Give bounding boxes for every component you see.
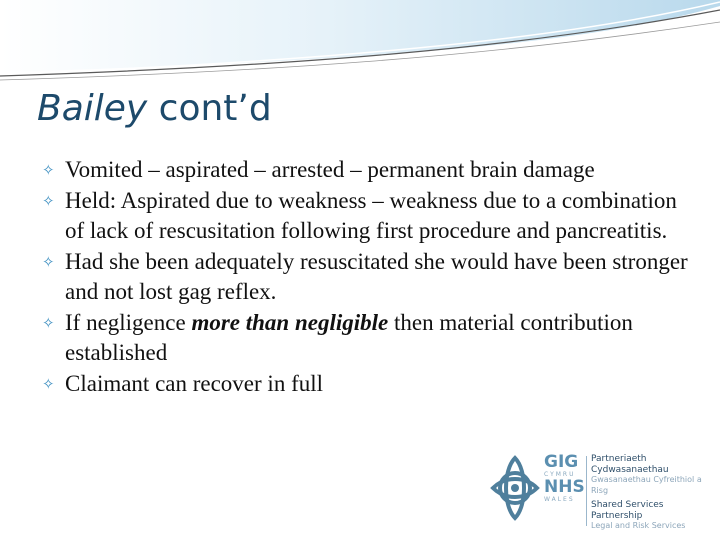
gig-text: GIG	[544, 452, 579, 472]
bullet-marker-icon: ✧	[42, 374, 55, 393]
gig-nhs-wordmark	[544, 452, 585, 504]
logo-line-4: Shared Services	[591, 500, 664, 510]
logo-line-2: Cydwasanaethau	[591, 464, 669, 475]
nhs-wales-shared-services-logo	[490, 452, 710, 532]
bullet-item	[42, 308, 692, 369]
header-swoosh	[0, 0, 720, 90]
logo-line-6: Legal and Risk Services	[591, 521, 686, 530]
bullet-text-post: then material contribution established	[65, 309, 633, 365]
bullet-item	[42, 155, 692, 186]
logo-line-1: Partneriaeth	[591, 454, 647, 464]
bullet-item	[42, 186, 692, 247]
bullet-marker-icon: ✧	[42, 191, 55, 210]
logo-line-3: Gwasanaethau Cyfreithiol a Risg	[591, 475, 702, 495]
title-suffix: cont’d	[147, 88, 272, 129]
cymru-text: CYMRU	[544, 471, 576, 478]
bullet-text: Held: Aspirated due to weakness – weakness due to a combination of lack of rescusitation following first procedure and pancreatitis.	[65, 187, 677, 243]
bullet-text-pre: If negligence	[65, 309, 192, 335]
title-case-name: Bailey	[37, 88, 148, 129]
bullet-text: Vomited – aspirated – arrested – permanent brain damage	[65, 157, 595, 182]
partnership-text-block	[591, 454, 709, 532]
logo-divider	[586, 456, 587, 526]
bullet-text: Claimant can recover in full	[65, 370, 324, 396]
celtic-knot-icon	[490, 452, 540, 524]
slide-title	[37, 88, 272, 129]
bullet-item	[42, 369, 692, 400]
bullet-text: Had she been adequately resuscitated she would have been stronger and not lost gag reflex.	[65, 248, 688, 304]
bullet-marker-icon: ✧	[42, 161, 55, 179]
nhs-text: NHS	[544, 477, 585, 497]
bullet-emphasis: more than negligible	[191, 309, 389, 335]
wales-text: WALES	[544, 496, 575, 503]
bullet-item	[42, 247, 692, 308]
bullet-list	[42, 155, 692, 399]
bullet-marker-icon: ✧	[42, 313, 55, 332]
bullet-marker-icon: ✧	[42, 252, 55, 271]
logo-line-5: Partnership	[591, 510, 643, 521]
